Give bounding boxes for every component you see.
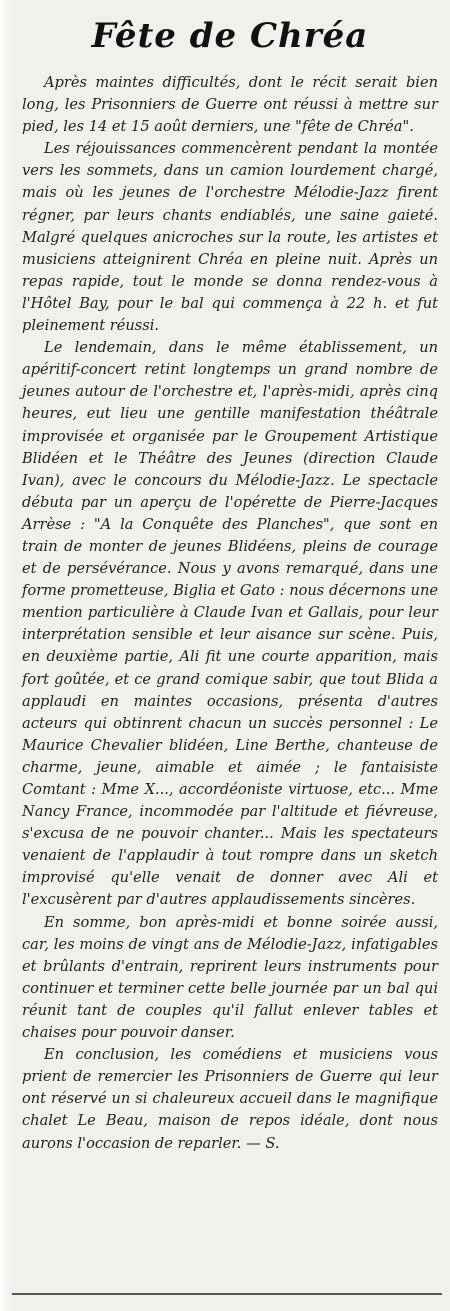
article-paragraph-2: Les réjouissances commencèrent pendant la montée vers les sommets, dans un camion lourdement chargé, mais où les jeunes de l'orchestre Mélodie-Jazz firent régner, par leurs chants endiablés, une saine gaieté. Malgré quelques anicroches sur la route, les artistes et musiciens atteignirent Chréa en pleine nuit. Après un repas rapide, tout le monde se donna rendez-vous à l'Hôtel Bay, pour le bal qui commença à 22 h. et fut pleinement réussi.: [22, 140, 438, 335]
article-paragraph-3: Le lendemain, dans le même établissement, un apéritif-concert retint longtemps un grand nombre de jeunes autour de l'orchestre et, l'après-midi, après cinq heures, eut lieu une gentille manifestation théâtrale improvisée et organisée par le Groupement Artistique Blidéen et le Théâtre des Jeunes (direction Claude Ivan), avec le concours du Mélodie-Jazz. Le spectacle débuta par un aperçu de l'opérette de Pierre-Jacques Arrèse : "A la Conquête des Planches", que sont en train de monter de jeunes Blidéens, pleins de courage et de persévérance. Nous y avons remarqué, dans une forme prometteuse, Biglia et Gato : nous décernons une mention particulière à Claude Ivan et Gallais, pour leur interprétation sensible et leur aisance sur scène. Puis, en deuxième partie, Ali fit une courte apparition, mais fort goûtée, et ce grand comique sabir, que tout Blida a applaudi en maintes occasions, présenta d'autres acteurs qui obtinrent chacun un succès personnel : Le Maurice Chevalier blidéen, Line Berthe, chanteuse de charme, jeune, aimable et aimée ; le fantaisiste Comtant : Mme X..., accordéoniste virtuose, etc... Mme Nancy France, incommodée par l'altitude et fiévreuse, s'excusa de ne pouvoir chanter... Mais les spectateurs venaient de l'applaudir à tout rompre dans un sketch improvisé qu'elle venait de donner avec Ali et l'excusèrent par d'autres applaudissements sincères.: [22, 339, 438, 909]
article-paragraph-4: En somme, bon après-midi et bonne soirée aussi, car, les moins de vingt ans de Mélodie-Jazz, infatigables et brûlants d'entrain, reprirent leurs instruments pour continuer et terminer cette belle journée par un bal qui réunit tant de couples qu'il fallut enlever tables et chaises pour pouvoir danser.: [22, 913, 438, 1042]
bottom-divider: [12, 1293, 442, 1295]
article-title: Fête de Chréa: [91, 16, 369, 56]
article-paragraph-1: Après maintes difficultés, dont le récit serait bien long, les Prisonniers de Guerre ont réussi à mettre sur pied, les 14 et 15 août derniers, une "fête de Chréa".: [22, 74, 438, 136]
article-paragraph-5: En conclusion, les comédiens et musiciens vous prient de remercier les Prisonniers de Guerre qui leur ont réservé un si chaleureux accueil dans le magnifique chalet Le Beau, maison de repos idéale, dont nous aurons l'occasion de reparler. — S.: [22, 1046, 438, 1152]
